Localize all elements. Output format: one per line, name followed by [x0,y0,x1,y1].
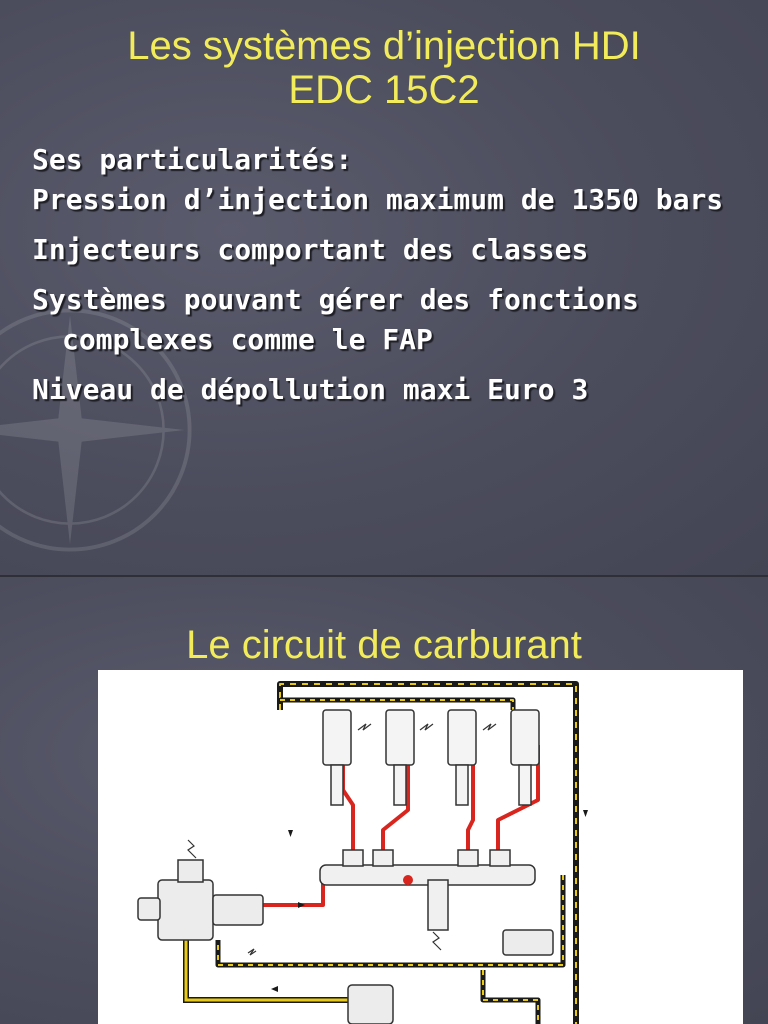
fuel-circuit-drawing [98,670,743,1024]
bullet-item: Pression d’injection maximum de 1350 bars [32,183,724,216]
fuel-circuit-diagram [98,670,743,1024]
bullet-item: Systèmes pouvant gérer des fonctions complexes comme le FAP [32,283,639,356]
bullet-item: Injecteurs comportant des classes [32,233,589,266]
title-line-2: EDC 15C2 [288,68,480,112]
bullet-item: Ses particularités: [32,143,353,176]
bullet-list [32,140,752,420]
slide-2-title: Le circuit de carburant [186,623,582,667]
slide-1-title [0,24,768,112]
bullet-item: Niveau de dépollution maxi Euro 3 [32,373,589,406]
slide-2 [0,577,768,1024]
title-line-1: Les systèmes d’injection HDI [127,24,641,68]
